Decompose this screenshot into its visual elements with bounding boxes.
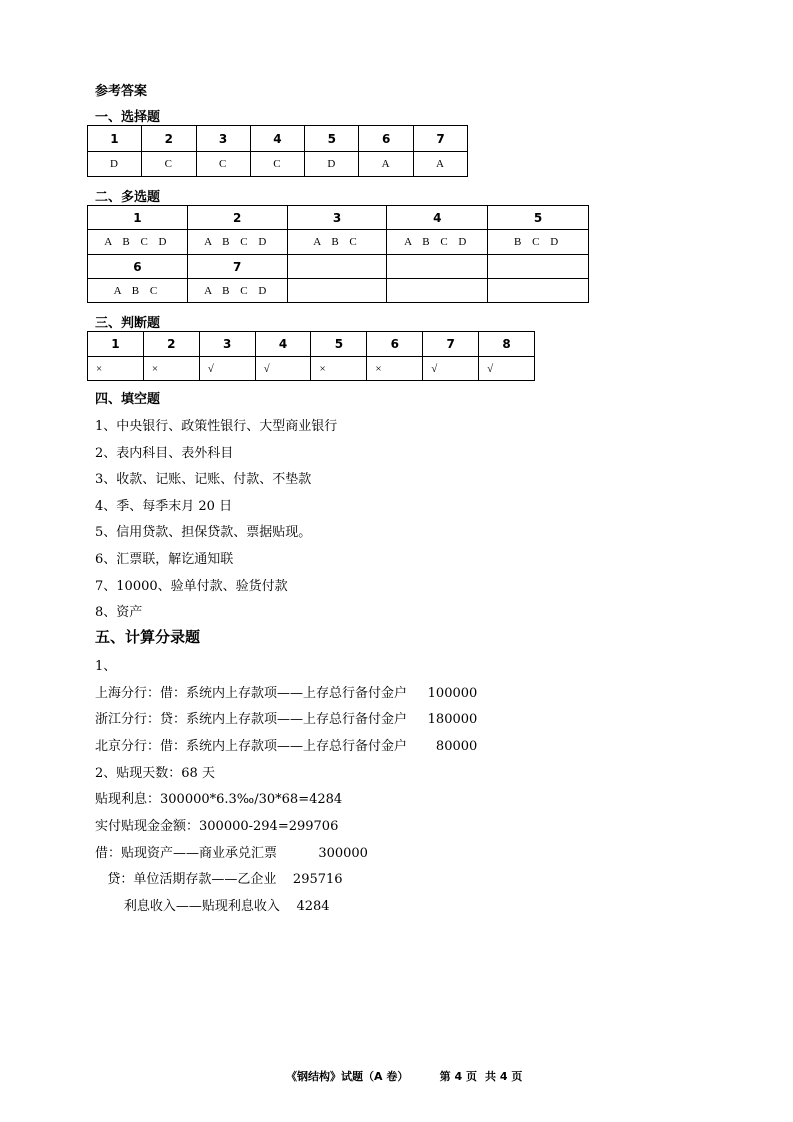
footer-doc-title: 《钢结构》试题（A 卷）	[286, 1070, 409, 1083]
judge-number-cell: 6	[367, 332, 423, 357]
footer-total-pages: 共 4 页	[485, 1070, 523, 1083]
choice-number-cell: 7	[414, 126, 468, 152]
fill-item: 1、中央银行、政策性银行、大型商业银行	[95, 419, 338, 434]
choice-number-cell: 2	[141, 126, 196, 152]
multi-answer-cell: A B C D	[187, 279, 287, 303]
section-judge-heading: 三、判断题	[95, 316, 161, 331]
section-calc-heading: 五、计算分录题	[95, 628, 201, 646]
page-title: 参考答案	[95, 84, 148, 99]
choice-answer-cell: A	[359, 152, 414, 177]
judge-answer-cell: √	[255, 357, 311, 381]
fill-item: 4、季、每季末月 20 日	[95, 499, 233, 514]
choice-number-cell: 4	[250, 126, 305, 152]
section-choice-heading: 一、选择题	[95, 110, 161, 125]
section-fill-heading: 四、填空题	[95, 392, 161, 407]
fill-item: 6、汇票联，解讫通知联	[95, 552, 234, 567]
judge-answer-cell: √	[199, 357, 255, 381]
fill-item: 7、10000、验单付款、验货付款	[95, 579, 288, 594]
choice-answer-cell: C	[250, 152, 305, 177]
fill-item: 8、资产	[95, 605, 143, 620]
multi-number-cell: 5	[488, 206, 589, 230]
section-multi-heading: 二、多选题	[95, 190, 161, 205]
choice-number-cell: 1	[88, 126, 142, 152]
calc-line: 实付贴现金金额：300000-294=299706	[95, 819, 339, 834]
judge-answer-cell: √	[423, 357, 479, 381]
judge-answer-cell: ×	[143, 357, 199, 381]
choice-number-cell: 5	[305, 126, 359, 152]
multi-answer-cell: A B C D	[88, 230, 188, 255]
footer-page-number: 第 4 页	[439, 1070, 477, 1083]
multi-answer-table	[87, 205, 589, 303]
calc-line: 1、	[95, 659, 117, 674]
multi-number-cell: 3	[287, 206, 387, 230]
judge-number-cell: 4	[255, 332, 311, 357]
calc-line: 贴现利息：300000*6.3‰/30*68=4284	[95, 792, 343, 807]
judge-answer-cell: ×	[311, 357, 367, 381]
choice-answer-table	[87, 125, 468, 177]
choice-answer-cell: C	[141, 152, 196, 177]
judge-answer-cell: √	[479, 357, 535, 381]
multi-number-cell: 1	[88, 206, 188, 230]
calc-line: 贷：单位活期存款——乙企业 295716	[95, 872, 343, 887]
judge-number-cell: 5	[311, 332, 367, 357]
calc-line: 浙江分行：贷：系统内上存款项——上存总行备付金户 180000	[95, 712, 478, 727]
calc-line: 借：贴现资产——商业承兑汇票 300000	[95, 846, 368, 861]
multi-number-cell: 7	[187, 255, 287, 279]
multi-answer-cell: A B C	[287, 230, 387, 255]
choice-answer-cell: D	[305, 152, 359, 177]
fill-item: 3、收款、记账、记账、付款、不垫款	[95, 472, 312, 487]
calc-line: 上海分行：借：系统内上存款项——上存总行备付金户 100000	[95, 686, 478, 701]
judge-number-cell: 3	[199, 332, 255, 357]
calc-line: 2、贴现天数：68 天	[95, 766, 215, 781]
judge-answer-table	[87, 331, 535, 381]
choice-number-cell: 6	[359, 126, 414, 152]
choice-number-cell: 3	[196, 126, 250, 152]
multi-answer-cell	[488, 279, 589, 303]
multi-number-cell	[287, 255, 387, 279]
multi-answer-cell: A B C D	[187, 230, 287, 255]
multi-number-cell	[488, 255, 589, 279]
multi-number-cell: 6	[88, 255, 188, 279]
multi-answer-cell: B C D	[488, 230, 589, 255]
judge-number-cell: 2	[143, 332, 199, 357]
multi-answer-cell: A B C	[88, 279, 188, 303]
multi-answer-cell: A B C D	[387, 230, 488, 255]
judge-answer-cell: ×	[88, 357, 144, 381]
fill-item: 5、信用贷款、担保贷款、票据贴现。	[95, 525, 312, 540]
page-footer	[0, 1055, 793, 1097]
choice-answer-cell: C	[196, 152, 250, 177]
multi-answer-cell	[287, 279, 387, 303]
calc-line: 利息收入——贴现利息收入 4284	[95, 899, 330, 914]
calc-line: 北京分行：借：系统内上存款项——上存总行备付金户 80000	[95, 739, 478, 754]
choice-answer-cell: D	[88, 152, 142, 177]
judge-answer-cell: ×	[367, 357, 423, 381]
choice-answer-cell: A	[414, 152, 468, 177]
multi-answer-cell	[387, 279, 488, 303]
multi-number-cell: 2	[187, 206, 287, 230]
judge-number-cell: 7	[423, 332, 479, 357]
multi-number-cell: 4	[387, 206, 488, 230]
judge-number-cell: 1	[88, 332, 144, 357]
multi-number-cell	[387, 255, 488, 279]
fill-item: 2、表内科目、表外科目	[95, 446, 234, 461]
judge-number-cell: 8	[479, 332, 535, 357]
